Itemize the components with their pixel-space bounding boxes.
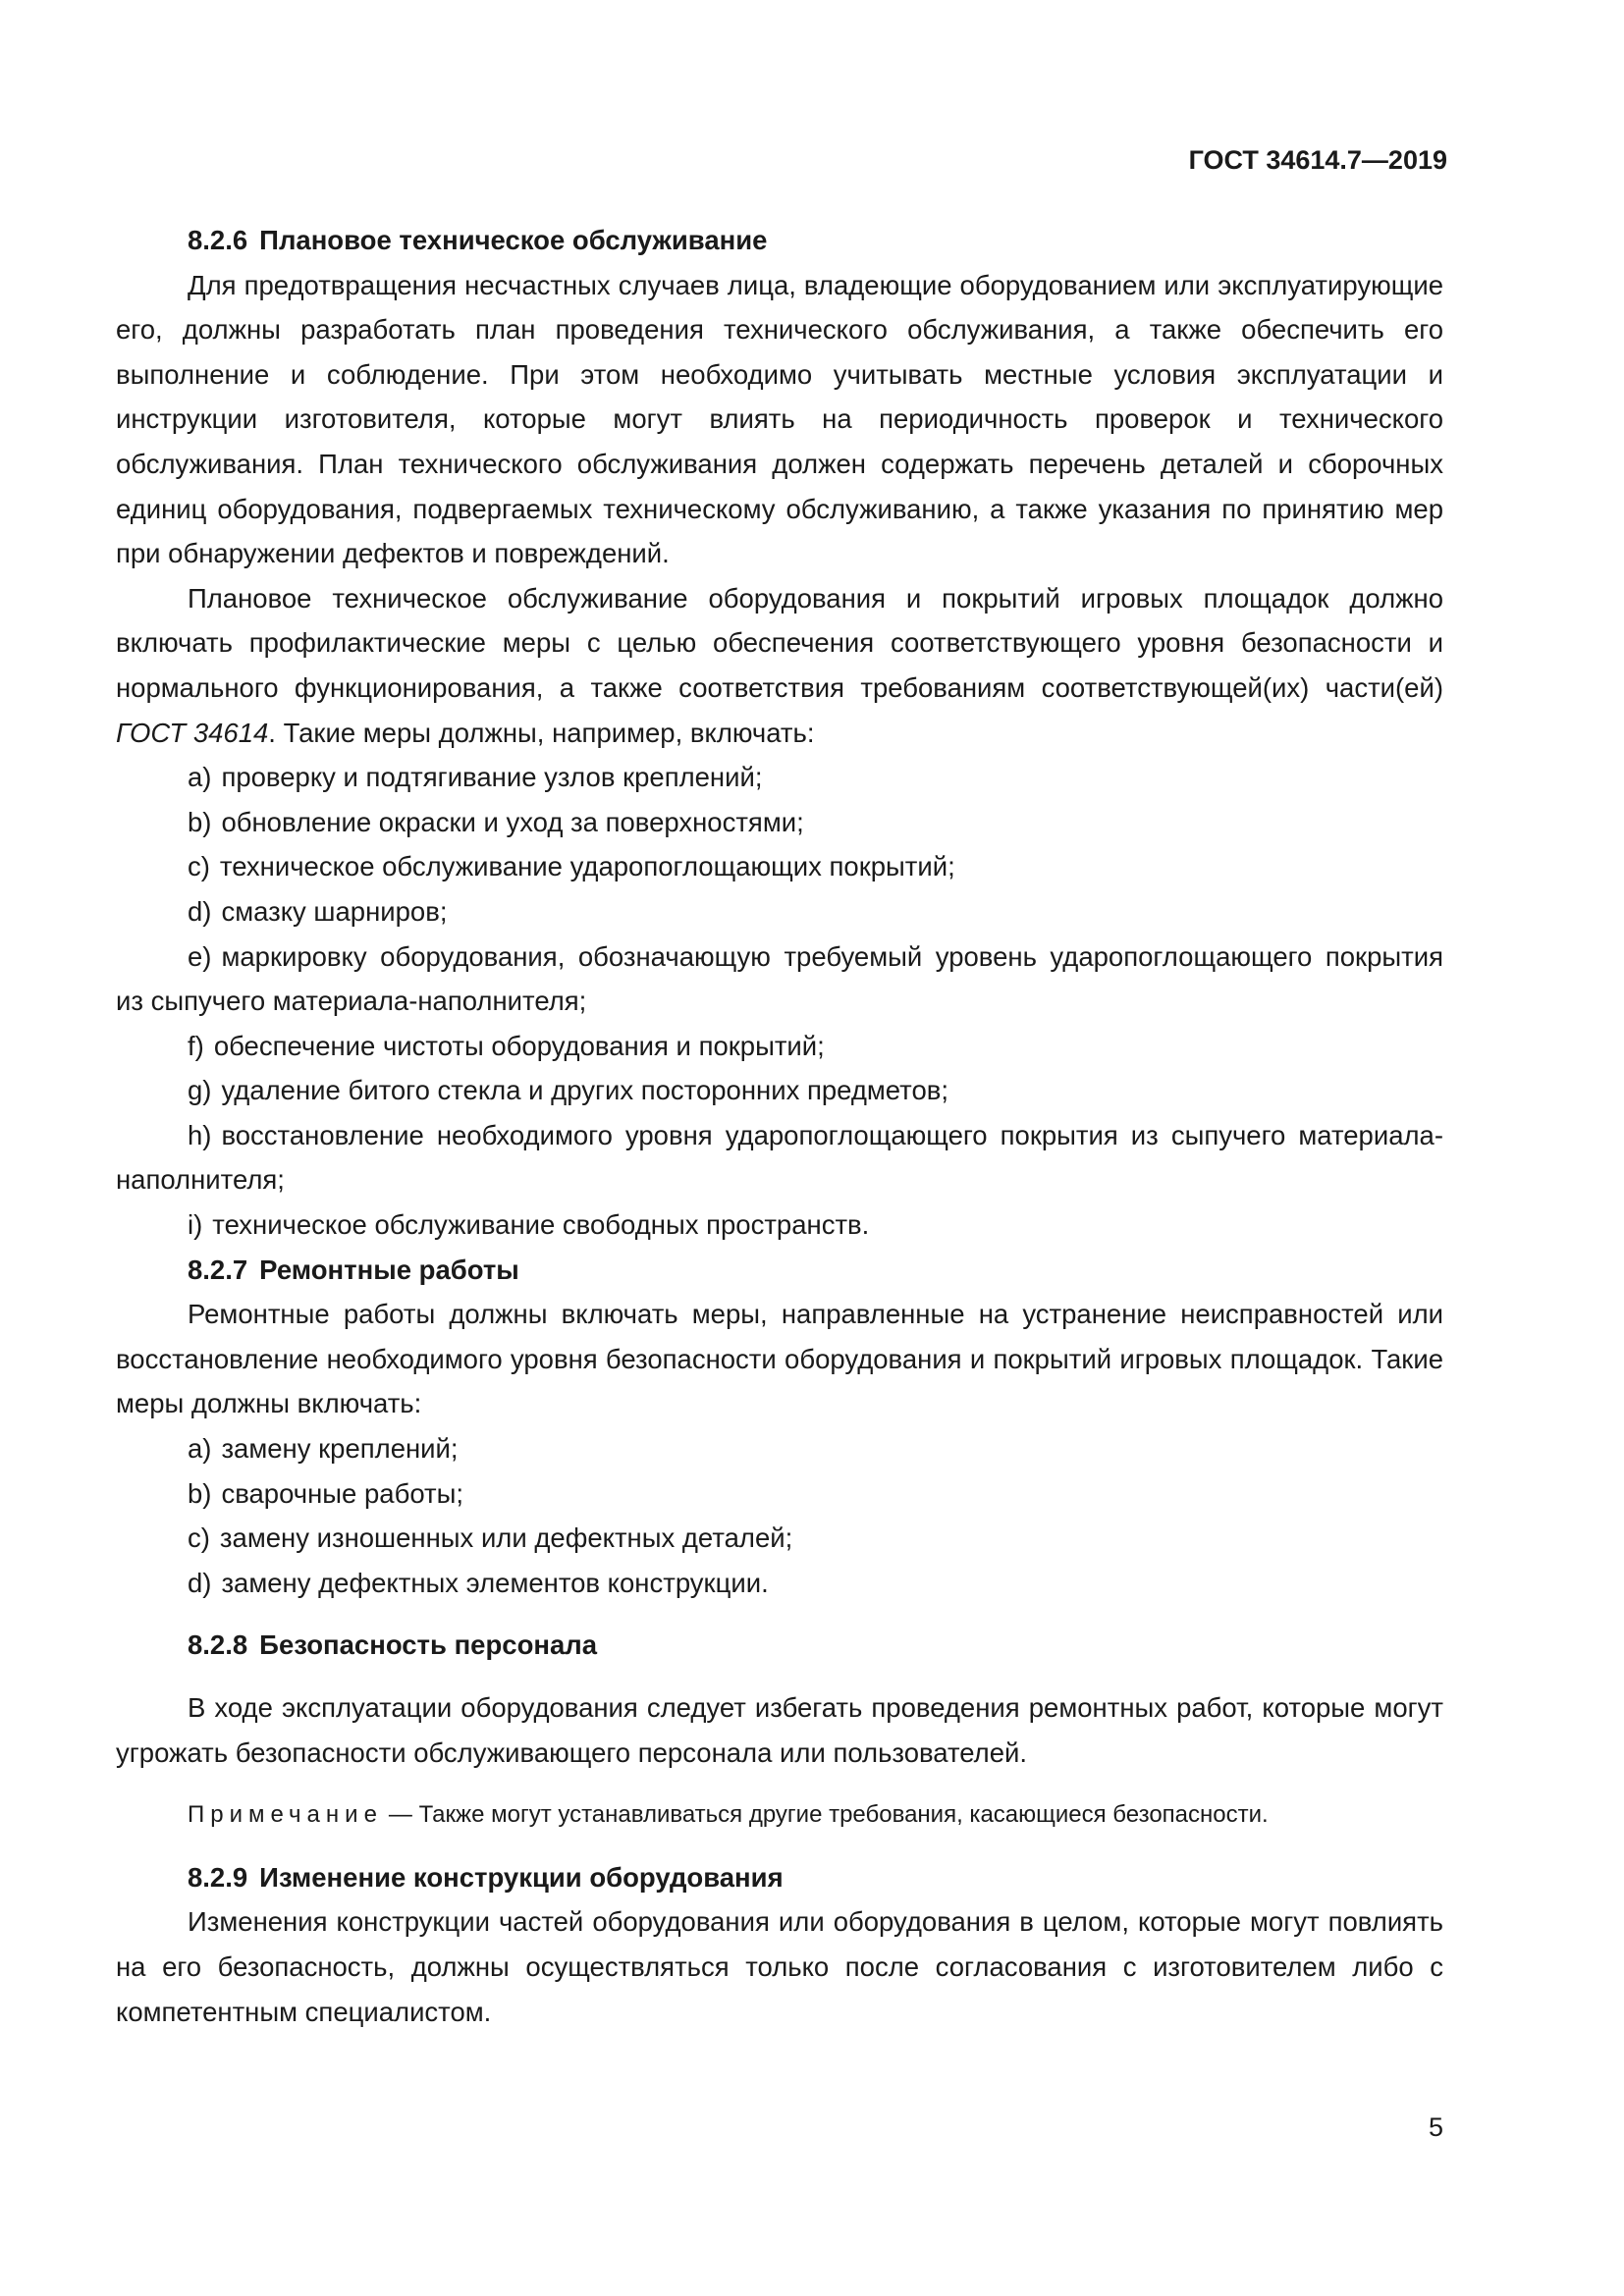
paragraph: Для предотвращения несчастных случаев лица, владеющие оборудованием или эксплуатирующие его, должны разработать план проведения технического обслуживания, а также обеспечить его выполнение и соблюдение. При этом необходимо учитывать местные условия эксплуатации и инструкции изготовителя, которые могут влиять на периодичность проверок и технического обслуживания. План технического обслуживания должен содержать перечень деталей и сборочных единиц оборудования, подвергаемых техническому обслуживанию, а также указания по принятию мер при обнаружении дефектов и повреждений. <box>116 269 1443 569</box>
list-item-text: маркировку оборудования, обозначающую требуемый уровень ударопоглощающего покрытия из сыпучего материала-наполнителя; <box>116 940 1443 1017</box>
list-item <box>116 1471 1443 1517</box>
list-item-label: c) <box>188 851 210 882</box>
section-number: 8.2.8 <box>188 1629 248 1661</box>
section-title: Безопасность персонала <box>259 1629 598 1661</box>
list-item-text: замену дефектных элементов конструкции. <box>221 1567 769 1598</box>
list-item-label: a) <box>188 762 212 793</box>
section-heading-8-2-7 <box>116 1248 1443 1293</box>
list-item-text: техническое обслуживание свободных пространств. <box>212 1209 870 1241</box>
list-item-label: b) <box>188 1477 212 1509</box>
section-number: 8.2.6 <box>188 225 248 255</box>
section-title: Плановое техническое обслуживание <box>259 225 768 255</box>
list-item-label: e) <box>188 940 212 972</box>
list-item <box>116 755 1443 800</box>
note-text: — Также могут устанавливаться другие требования, касающиеся безопасности. <box>388 1801 1269 1829</box>
list-item-text: сварочные работы; <box>221 1477 464 1509</box>
list-item-label: h) <box>188 1119 212 1150</box>
note-label: Примечание <box>188 1801 383 1829</box>
section-title: Изменение конструкции оборудования <box>259 1861 784 1893</box>
list-item-label: i) <box>188 1209 203 1241</box>
section-number: 8.2.9 <box>188 1861 248 1893</box>
paragraph: Изменения конструкции частей оборудования или оборудования в целом, которые могут повлиять на его безопасность, должны осуществляться только после согласования с изготовителем либо с компетентным специалистом. <box>116 1906 1443 2027</box>
list-item-text: замену креплений; <box>221 1433 459 1465</box>
page-number: 5 <box>1428 2112 1443 2142</box>
note <box>116 1792 1443 1838</box>
list-item-text: техническое обслуживание ударопоглощающих покрытий; <box>219 851 955 882</box>
list-item <box>116 844 1443 889</box>
list-item <box>116 1068 1443 1113</box>
paragraph: В ходе эксплуатации оборудования следует избегать проведения ремонтных работ, которые могут угрожать безопасности обслуживающего персонала или пользователей. <box>116 1692 1443 1768</box>
section-number: 8.2.7 <box>188 1254 248 1285</box>
paragraph-text: . Такие меры должны, например, включать: <box>268 717 815 748</box>
paragraph <box>116 576 1443 755</box>
section-heading-8-2-6 <box>116 218 1443 263</box>
list-item-text: обеспечение чистоты оборудования и покрытий; <box>213 1030 825 1061</box>
list-item <box>116 1202 1443 1248</box>
section-title: Ремонтные работы <box>259 1254 519 1285</box>
list-item-label: c) <box>188 1522 210 1554</box>
list-item-label: g) <box>188 1075 212 1106</box>
list-item <box>116 800 1443 845</box>
list-item <box>116 1024 1443 1069</box>
list-item <box>116 1561 1443 1606</box>
document-body <box>116 218 1443 2034</box>
list-item <box>116 1113 1443 1202</box>
list-item-text: восстановление необходимого уровня ударопоглощающего покрытия из сыпучего материала-наполнителя; <box>116 1119 1443 1196</box>
paragraph-text: Плановое техническое обслуживание оборудования и покрытий игровых площадок должно включать профилактические меры с целью обеспечения соответствующего уровня безопасности и нормального функционирования, а также соответствия требованиям соответствующей(их) части(ей) <box>116 582 1443 703</box>
list-item-label: f) <box>188 1030 204 1061</box>
list-item <box>116 1516 1443 1561</box>
document-id: ГОСТ 34614.7—2019 <box>1188 145 1447 175</box>
section-heading-8-2-8 <box>116 1623 1443 1668</box>
list-item-text: удаление битого стекла и других посторонних предметов; <box>221 1075 948 1106</box>
list-item <box>116 1426 1443 1471</box>
list-item <box>116 889 1443 934</box>
list-item <box>116 934 1443 1024</box>
paragraph: Ремонтные работы должны включать меры, направленные на устранение неисправностей или восстановление необходимого уровня безопасности оборудования и покрытий игровых площадок. Такие меры должны включать: <box>116 1299 1443 1419</box>
list-item-label: d) <box>188 1567 212 1598</box>
standard-reference: ГОСТ 34614 <box>116 717 269 748</box>
list-item-label: d) <box>188 895 212 927</box>
list-item-text: замену изношенных или дефектных деталей; <box>219 1522 793 1554</box>
list-item-text: смазку шарниров; <box>221 895 448 927</box>
list-item-text: проверку и подтягивание узлов креплений; <box>221 762 763 793</box>
list-item-label: a) <box>188 1433 212 1465</box>
list-item-label: b) <box>188 806 212 837</box>
list-item-text: обновление окраски и уход за поверхностями; <box>221 806 804 837</box>
section-heading-8-2-9 <box>116 1855 1443 1900</box>
